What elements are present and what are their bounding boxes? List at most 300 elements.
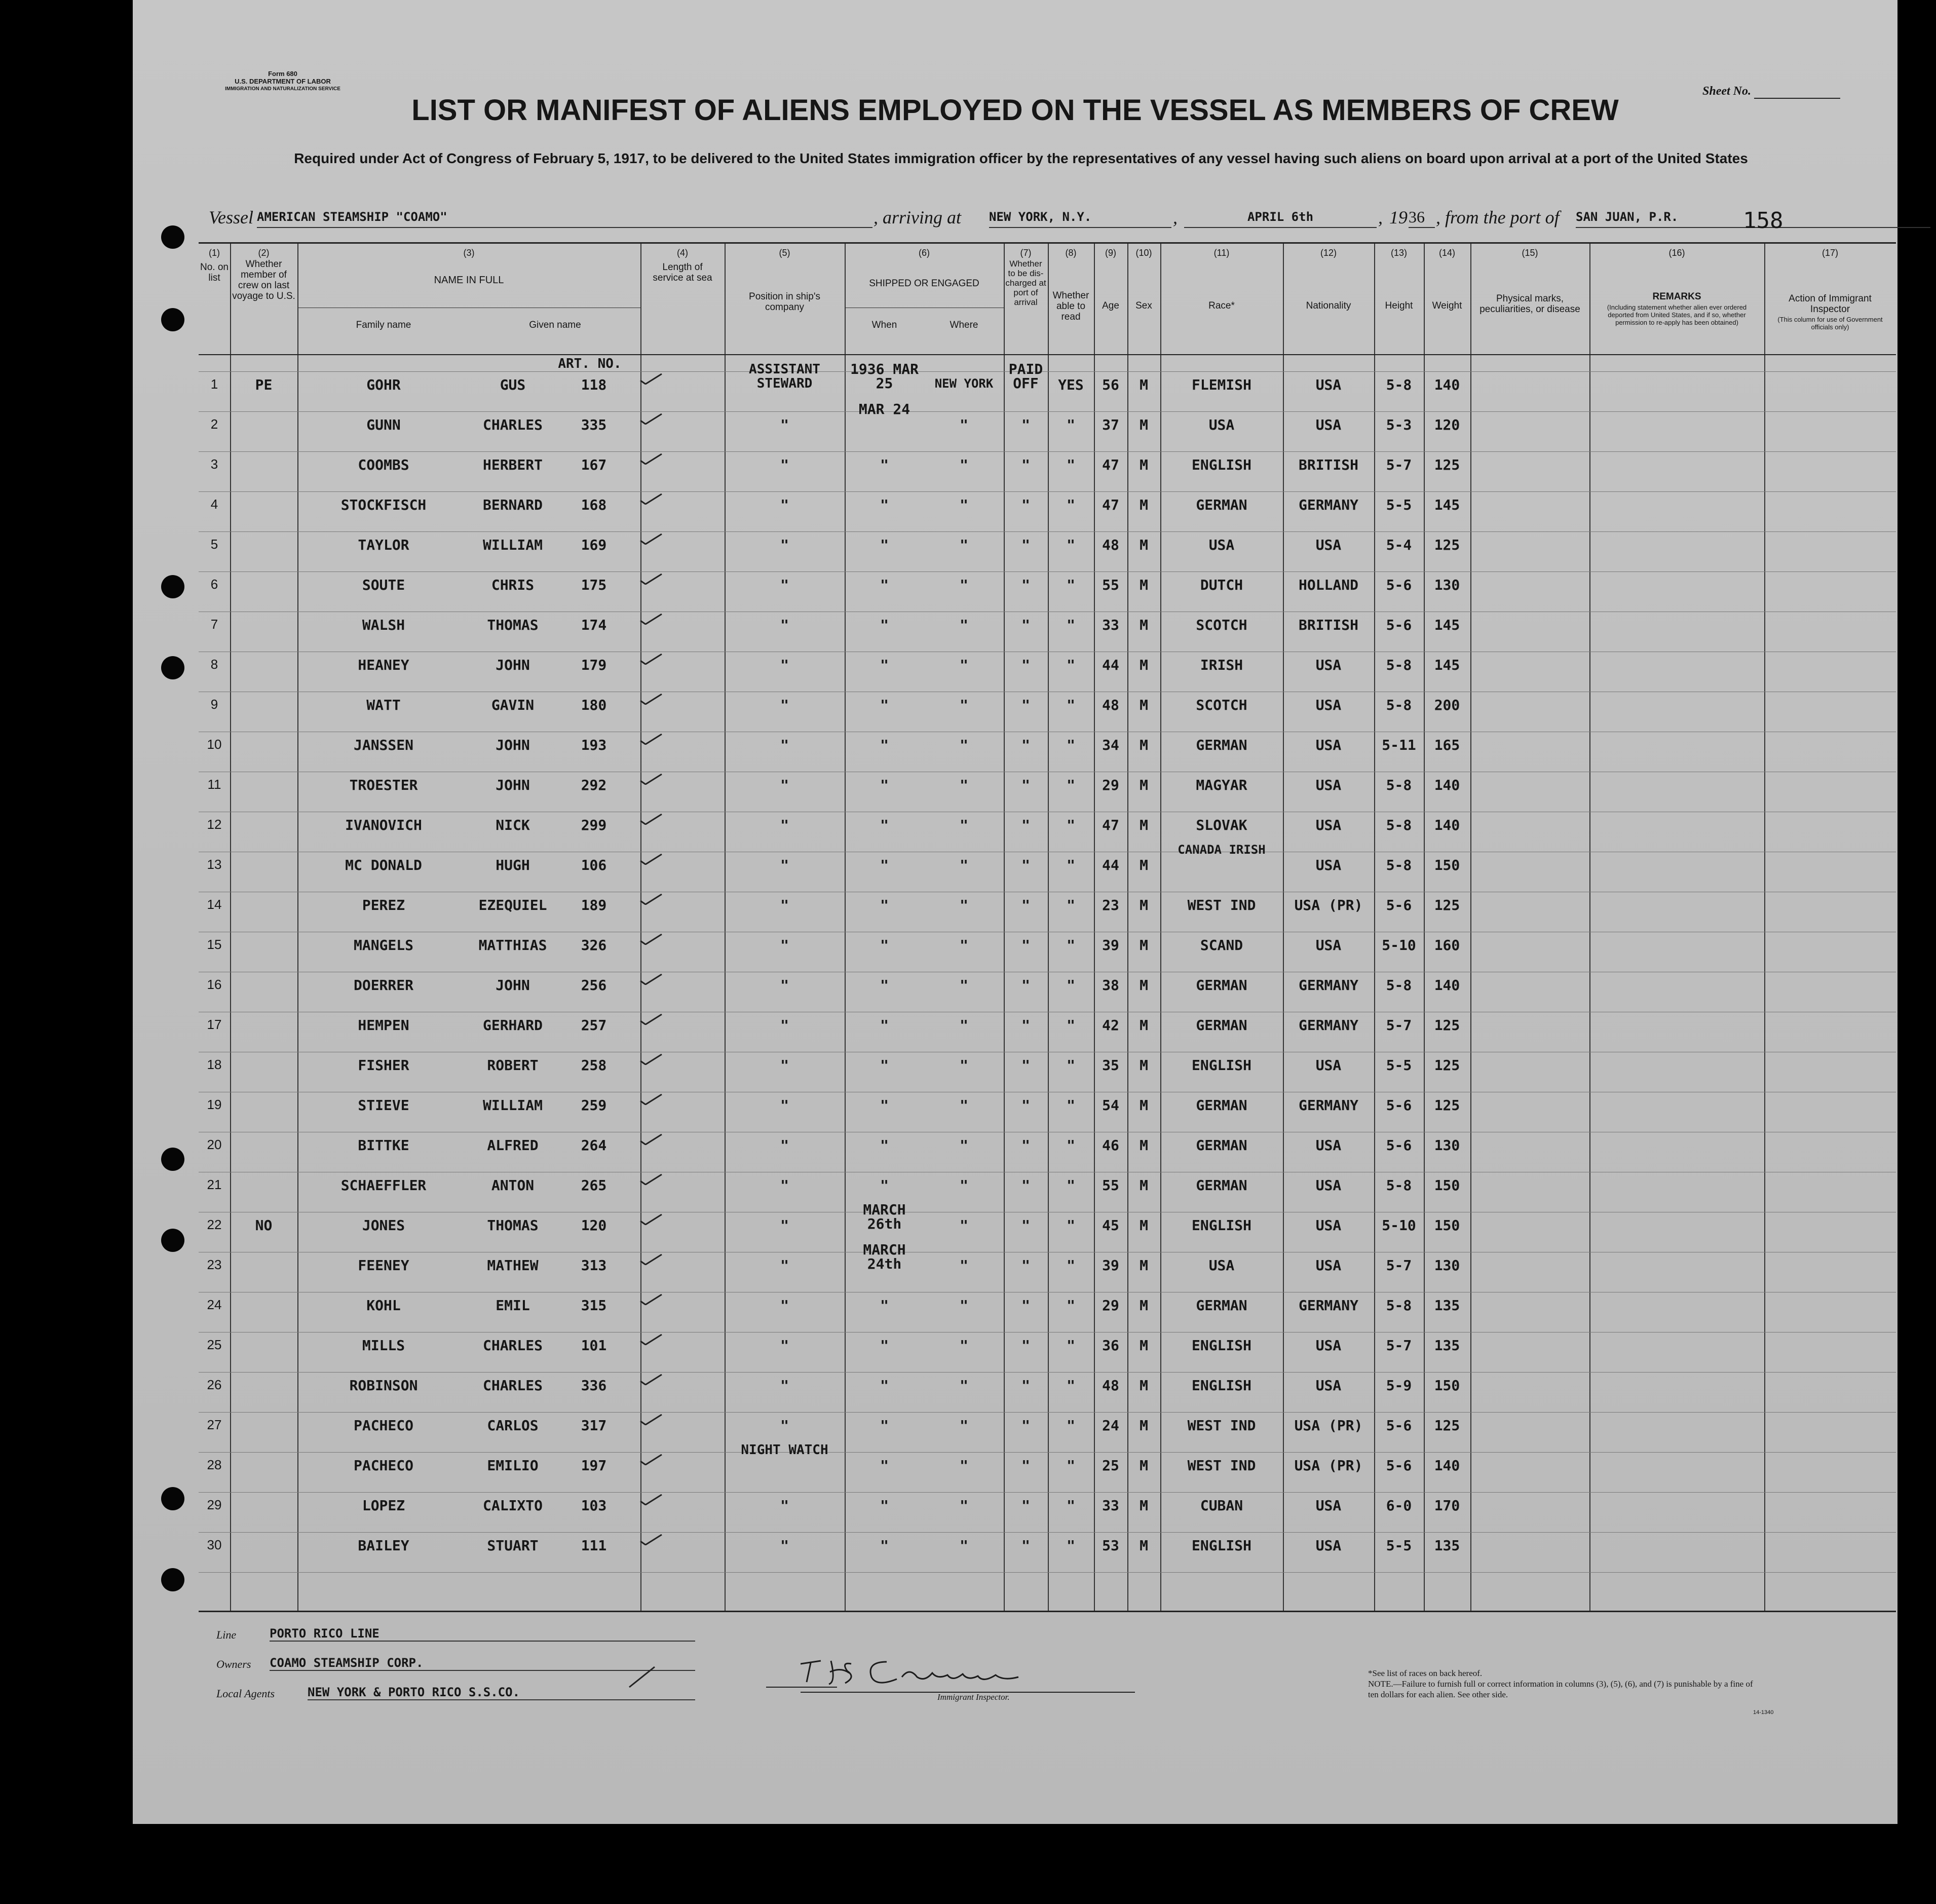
family-name: HEANEY xyxy=(358,657,409,673)
family-name: WALSH xyxy=(362,617,405,633)
shipped-when: " xyxy=(880,1097,889,1114)
age: 39 xyxy=(1102,937,1119,954)
given-name: WILLIAM xyxy=(482,1097,543,1114)
discharged: " xyxy=(1021,857,1030,873)
sex: M xyxy=(1140,657,1148,673)
family-name: GOHR xyxy=(366,376,401,393)
race: IRISH xyxy=(1200,657,1243,673)
discharged: " xyxy=(1021,977,1030,994)
height: 5-8 xyxy=(1386,857,1412,873)
col-header-no-on-list: No. on list xyxy=(200,262,229,283)
sex: M xyxy=(1140,1257,1148,1274)
shipped-when: " xyxy=(880,1497,889,1514)
col-header-position: Position in ship's company xyxy=(749,291,820,313)
discharged: " xyxy=(1021,1377,1030,1394)
weight: 140 xyxy=(1434,817,1460,833)
department-name: U.S. DEPARTMENT OF LABOR xyxy=(235,78,331,85)
shipped-when: " xyxy=(880,1337,889,1354)
check-mark xyxy=(639,1454,663,1465)
weight: 170 xyxy=(1434,1497,1460,1514)
age: 44 xyxy=(1102,657,1119,673)
position: " xyxy=(780,617,789,633)
col-num-13: (13) xyxy=(1390,248,1407,258)
family-name: KOHL xyxy=(366,1297,401,1314)
shipped-where: " xyxy=(960,497,968,513)
nationality: USA (PR) xyxy=(1294,1417,1363,1434)
shipped-where: " xyxy=(960,657,968,673)
shipped-where: " xyxy=(960,777,968,793)
shipped-when: " xyxy=(880,1537,889,1554)
shipping-line: PORTO RICO LINE xyxy=(270,1626,695,1642)
weight: 130 xyxy=(1434,1137,1460,1154)
position: " xyxy=(780,577,789,593)
position: " xyxy=(780,857,789,873)
from-port-label: , from the port of xyxy=(1436,207,1560,227)
binder-hole xyxy=(161,1229,184,1252)
sex: M xyxy=(1140,1417,1148,1434)
able-to-read: " xyxy=(1067,857,1075,873)
sex: M xyxy=(1140,1017,1148,1034)
col-header-age: Age xyxy=(1102,300,1119,311)
art-number: 120 xyxy=(581,1217,607,1234)
nationality: USA xyxy=(1315,937,1342,954)
col-num-6: (6) xyxy=(919,248,930,258)
given-name: ROBERT xyxy=(487,1057,539,1074)
family-name: BAILEY xyxy=(358,1537,409,1554)
position: " xyxy=(780,1137,789,1154)
discharged: " xyxy=(1021,1217,1030,1234)
able-to-read: " xyxy=(1067,977,1075,994)
weight: 150 xyxy=(1434,1217,1460,1234)
shipped-when: " xyxy=(880,777,889,793)
check-mark xyxy=(639,453,663,465)
col-header-remarks-note: (Including statement whether alien ever ordered deported from United States, and if so, whether permission to re-apply has been obtained) xyxy=(1607,303,1747,326)
nationality: USA xyxy=(1315,1497,1342,1514)
col-header-race: Race* xyxy=(1208,300,1235,311)
shipped-where: " xyxy=(960,537,968,553)
weight: 135 xyxy=(1434,1537,1460,1554)
crew-member-status: PE xyxy=(255,376,273,393)
race: ENGLISH xyxy=(1191,1217,1251,1234)
nationality: USA xyxy=(1315,1377,1342,1394)
family-name: SOUTE xyxy=(362,577,405,593)
height: 5-6 xyxy=(1386,1097,1412,1114)
able-to-read: " xyxy=(1067,777,1075,793)
col-num-9: (9) xyxy=(1105,248,1116,258)
row-number: 5 xyxy=(210,537,218,552)
col-num-4: (4) xyxy=(677,248,688,258)
height: 5-8 xyxy=(1386,777,1412,793)
sex: M xyxy=(1140,1057,1148,1074)
shipped-when: MAR 24 xyxy=(858,401,910,417)
row-number: 28 xyxy=(207,1457,222,1472)
discharged: " xyxy=(1021,577,1030,593)
sex: M xyxy=(1140,777,1148,793)
discharged: " xyxy=(1021,497,1030,513)
given-name: STUART xyxy=(487,1537,539,1554)
vessel-owners: COAMO STEAMSHIP CORP. xyxy=(270,1656,695,1671)
race: GERMAN xyxy=(1196,1097,1247,1114)
sex: M xyxy=(1140,376,1148,393)
nationality: USA xyxy=(1315,1257,1342,1274)
art-number: 167 xyxy=(581,456,607,473)
family-name: ROBINSON xyxy=(349,1377,418,1394)
family-name: JANSSEN xyxy=(353,737,413,753)
discharged: " xyxy=(1021,1417,1030,1434)
weight: 125 xyxy=(1434,456,1460,473)
shipped-when: " xyxy=(880,817,889,833)
art-number: 335 xyxy=(581,416,607,433)
race: USA xyxy=(1208,1257,1235,1274)
given-name: JOHN xyxy=(496,777,530,793)
race: SCOTCH xyxy=(1196,697,1247,713)
position: " xyxy=(780,817,789,833)
given-name: JOHN xyxy=(496,737,530,753)
row-number: 19 xyxy=(207,1097,222,1112)
sex: M xyxy=(1140,456,1148,473)
nationality: USA xyxy=(1315,1057,1342,1074)
page-title: LIST OR MANIFEST OF ALIENS EMPLOYED ON THE VESSEL AS MEMBERS OF CREW xyxy=(411,94,1619,127)
col-num-12: (12) xyxy=(1320,248,1337,258)
art-number: 175 xyxy=(581,577,607,593)
shipped-where: " xyxy=(960,1097,968,1114)
art-number: 336 xyxy=(581,1377,607,1394)
col-header-where: Where xyxy=(950,320,978,330)
weight: 130 xyxy=(1434,577,1460,593)
sex: M xyxy=(1140,857,1148,873)
weight: 125 xyxy=(1434,1417,1460,1434)
weight: 140 xyxy=(1434,376,1460,393)
discharged: PAID OFF xyxy=(1008,361,1043,392)
shipped-where: " xyxy=(960,1257,968,1274)
sex: M xyxy=(1140,817,1148,833)
col-num-2: (2) xyxy=(258,248,270,258)
art-number: 118 xyxy=(581,376,607,393)
shipped-when: " xyxy=(880,1017,889,1034)
able-to-read: " xyxy=(1067,1457,1075,1474)
nationality: GERMANY xyxy=(1298,977,1358,994)
family-name: GUNN xyxy=(366,416,401,433)
position: " xyxy=(780,456,789,473)
given-name: EMILIO xyxy=(487,1457,539,1474)
position: NIGHT WATCH xyxy=(741,1442,828,1458)
shipped-where: " xyxy=(960,1297,968,1314)
position: " xyxy=(780,937,789,954)
col-num-11: (11) xyxy=(1213,248,1230,258)
age: 34 xyxy=(1102,737,1119,753)
row-number: 23 xyxy=(207,1257,222,1272)
sex: M xyxy=(1140,1377,1148,1394)
able-to-read: " xyxy=(1067,817,1075,833)
row-number: 17 xyxy=(207,1017,222,1032)
height: 5-5 xyxy=(1386,1537,1412,1554)
height: 5-6 xyxy=(1386,1457,1412,1474)
age: 42 xyxy=(1102,1017,1119,1034)
weight: 125 xyxy=(1434,537,1460,553)
weight: 145 xyxy=(1434,617,1460,633)
given-name: BERNARD xyxy=(482,497,543,513)
art-number: 257 xyxy=(581,1017,607,1034)
height: 5-7 xyxy=(1386,1257,1412,1274)
able-to-read: " xyxy=(1067,1297,1075,1314)
race: GERMAN xyxy=(1196,737,1247,753)
nationality: USA xyxy=(1315,1137,1342,1154)
weight: 125 xyxy=(1434,1017,1460,1034)
age: 25 xyxy=(1102,1457,1119,1474)
comma: , xyxy=(1378,207,1383,227)
given-name: CARLOS xyxy=(487,1417,539,1434)
nationality: GERMANY xyxy=(1298,497,1358,513)
height: 5-11 xyxy=(1382,737,1416,753)
race: SCOTCH xyxy=(1196,617,1247,633)
race: CUBAN xyxy=(1200,1497,1243,1514)
position: " xyxy=(780,1177,789,1194)
col-num-7: (7) xyxy=(1020,248,1032,258)
art-number: 174 xyxy=(581,617,607,633)
row-number: 24 xyxy=(207,1297,222,1312)
local-agents-label: Local Agents xyxy=(216,1687,275,1700)
col-header-given-name: Given name xyxy=(529,320,581,330)
nationality: USA xyxy=(1315,1217,1342,1234)
height: 6-0 xyxy=(1386,1497,1412,1514)
sex: M xyxy=(1140,897,1148,913)
age: 33 xyxy=(1102,1497,1119,1514)
able-to-read: " xyxy=(1067,1137,1075,1154)
shipped-when: " xyxy=(880,977,889,994)
race: GERMAN xyxy=(1196,497,1247,513)
position: " xyxy=(780,777,789,793)
check-mark xyxy=(639,1374,663,1385)
family-name: STOCKFISCH xyxy=(340,497,427,513)
age: 37 xyxy=(1102,416,1119,433)
col-header-nationality: Nationality xyxy=(1306,300,1351,311)
art-number: 292 xyxy=(581,777,607,793)
discharged: " xyxy=(1021,1017,1030,1034)
discharged: " xyxy=(1021,537,1030,553)
arrival-date: APRIL 6th xyxy=(1184,207,1377,228)
family-name: WATT xyxy=(366,697,401,713)
family-name: FEENEY xyxy=(358,1257,409,1274)
height: 5-3 xyxy=(1386,416,1412,433)
discharged: " xyxy=(1021,897,1030,913)
weight: 125 xyxy=(1434,1097,1460,1114)
row-number: 21 xyxy=(207,1177,222,1192)
check-mark xyxy=(639,413,663,425)
family-name: STIEVE xyxy=(358,1097,409,1114)
col-header-name-in-full: NAME IN FULL xyxy=(434,275,504,286)
shipped-where: " xyxy=(960,977,968,994)
col-header-height: Height xyxy=(1385,300,1413,311)
crew-member-status: NO xyxy=(255,1217,273,1234)
sex: M xyxy=(1140,1497,1148,1514)
able-to-read: " xyxy=(1067,1417,1075,1434)
row-number: 8 xyxy=(210,657,218,672)
race: GERMAN xyxy=(1196,1297,1247,1314)
given-name: ANTON xyxy=(491,1177,535,1194)
row-number: 27 xyxy=(207,1417,222,1432)
row-number: 6 xyxy=(210,577,218,592)
position: " xyxy=(780,1417,789,1434)
binder-hole xyxy=(161,308,184,331)
check-mark xyxy=(639,1534,663,1545)
shipped-when: " xyxy=(880,617,889,633)
position: " xyxy=(780,977,789,994)
weight: 135 xyxy=(1434,1337,1460,1354)
age: 36 xyxy=(1102,1337,1119,1354)
given-name: CHARLES xyxy=(482,416,543,433)
service-name: IMMIGRATION AND NATURALIZATION SERVICE xyxy=(225,86,340,92)
art-number: 197 xyxy=(581,1457,607,1474)
check-mark xyxy=(639,373,663,385)
discharged: " xyxy=(1021,416,1030,433)
race: WEST IND xyxy=(1187,1417,1256,1434)
shipped-when: " xyxy=(880,937,889,954)
form-code: 14-1340 xyxy=(1753,1709,1774,1716)
arriving-label: , arriving at xyxy=(874,207,962,227)
shipped-when: " xyxy=(880,1057,889,1074)
able-to-read: " xyxy=(1067,697,1075,713)
age: 53 xyxy=(1102,1537,1119,1554)
shipped-when: " xyxy=(880,537,889,553)
given-name: GUS xyxy=(500,376,526,393)
able-to-read: YES xyxy=(1058,376,1084,393)
nationality: USA xyxy=(1315,857,1342,873)
col-header-weight: Weight xyxy=(1432,300,1462,311)
row-number: 29 xyxy=(207,1497,222,1512)
age: 47 xyxy=(1102,817,1119,833)
art-number: 299 xyxy=(581,817,607,833)
sex: M xyxy=(1140,577,1148,593)
discharged: " xyxy=(1021,697,1030,713)
shipped-where: " xyxy=(960,1177,968,1194)
col-header-discharged: Whether to be dis-charged at port of arrival xyxy=(1005,259,1046,307)
col-num-10: (10) xyxy=(1135,248,1152,258)
page-number: 158 xyxy=(1743,208,1783,234)
weight: 150 xyxy=(1434,1177,1460,1194)
nationality: USA xyxy=(1315,416,1342,433)
shipped-when: " xyxy=(880,577,889,593)
race: GERMAN xyxy=(1196,1177,1247,1194)
able-to-read: " xyxy=(1067,1377,1075,1394)
shipped-where: " xyxy=(960,697,968,713)
check-mark xyxy=(639,934,663,945)
age: 39 xyxy=(1102,1257,1119,1274)
discharged: " xyxy=(1021,737,1030,753)
given-name: GERHARD xyxy=(482,1017,543,1034)
local-agents: NEW YORK & PORTO RICO S.S.CO. xyxy=(308,1685,695,1700)
nationality: USA xyxy=(1315,657,1342,673)
height: 5-6 xyxy=(1386,1417,1412,1434)
shipped-where: " xyxy=(960,857,968,873)
discharged: " xyxy=(1021,1137,1030,1154)
sex: M xyxy=(1140,537,1148,553)
vessel-label: Vessel xyxy=(209,207,253,227)
age: 33 xyxy=(1102,617,1119,633)
able-to-read: " xyxy=(1067,497,1075,513)
sex: M xyxy=(1140,937,1148,954)
check-mark xyxy=(639,1494,663,1505)
nationality: GERMANY xyxy=(1298,1297,1358,1314)
discharged: " xyxy=(1021,456,1030,473)
weight: 140 xyxy=(1434,977,1460,994)
check-mark xyxy=(639,774,663,785)
col-header-crew-member: Whether member of crew on last voyage to U.S. xyxy=(232,259,295,301)
shipped-when: 1936 MAR 25 xyxy=(850,361,919,392)
vessel-line xyxy=(209,207,1820,232)
height: 5-7 xyxy=(1386,1017,1412,1034)
able-to-read: " xyxy=(1067,416,1075,433)
position: " xyxy=(780,737,789,753)
row-number: 12 xyxy=(207,817,222,832)
discharged: " xyxy=(1021,1297,1030,1314)
check-mark xyxy=(639,1334,663,1345)
family-name: MC DONALD xyxy=(345,857,422,873)
sex: M xyxy=(1140,497,1148,513)
given-name: MATHEW xyxy=(487,1257,539,1274)
family-name: TAYLOR xyxy=(358,537,409,553)
race: ENGLISH xyxy=(1191,1537,1251,1554)
check-mark xyxy=(639,1174,663,1185)
position: " xyxy=(780,1497,789,1514)
age: 44 xyxy=(1102,857,1119,873)
art-number: 179 xyxy=(581,657,607,673)
check-mark xyxy=(639,534,663,545)
art-number: 193 xyxy=(581,737,607,753)
art-number: 315 xyxy=(581,1297,607,1314)
discharged: " xyxy=(1021,937,1030,954)
row-number: 25 xyxy=(207,1337,222,1352)
shipped-where: " xyxy=(960,737,968,753)
position: " xyxy=(780,697,789,713)
able-to-read: " xyxy=(1067,1177,1075,1194)
art-no-label: ART. NO. xyxy=(558,356,622,371)
shipped-where: " xyxy=(960,1057,968,1074)
height: 5-8 xyxy=(1386,1297,1412,1314)
col-header-inspector-note: (This column for use of Government officials only) xyxy=(1777,316,1883,331)
shipped-where: " xyxy=(960,1137,968,1154)
check-mark xyxy=(639,1294,663,1305)
binder-hole xyxy=(161,656,184,679)
sheet-number-label: Sheet No. xyxy=(1702,85,1751,98)
art-number: 265 xyxy=(581,1177,607,1194)
col-header-remarks: REMARKS xyxy=(1652,291,1701,302)
age: 38 xyxy=(1102,977,1119,994)
height: 5-7 xyxy=(1386,1337,1412,1354)
height: 5-7 xyxy=(1386,456,1412,473)
able-to-read: " xyxy=(1067,537,1075,553)
art-number: 169 xyxy=(581,537,607,553)
row-number: 30 xyxy=(207,1537,222,1552)
binder-hole xyxy=(161,225,184,249)
owners-label: Owners xyxy=(216,1658,251,1670)
form-department-label xyxy=(207,70,359,93)
shipped-when: " xyxy=(880,737,889,753)
row-number: 15 xyxy=(207,937,222,952)
col-header-inspector-action: Action of Immigrant Inspector xyxy=(1789,293,1872,315)
position: " xyxy=(780,1377,789,1394)
given-name: CHRIS xyxy=(491,577,535,593)
check-mark xyxy=(639,493,663,505)
race: ENGLISH xyxy=(1191,1377,1251,1394)
discharged: " xyxy=(1021,1537,1030,1554)
able-to-read: " xyxy=(1067,897,1075,913)
col-num-3: (3) xyxy=(463,248,475,258)
art-number: 258 xyxy=(581,1057,607,1074)
col-header-sex: Sex xyxy=(1135,300,1152,311)
weight: 150 xyxy=(1434,1377,1460,1394)
family-name: TROESTER xyxy=(349,777,418,793)
weight: 135 xyxy=(1434,1297,1460,1314)
